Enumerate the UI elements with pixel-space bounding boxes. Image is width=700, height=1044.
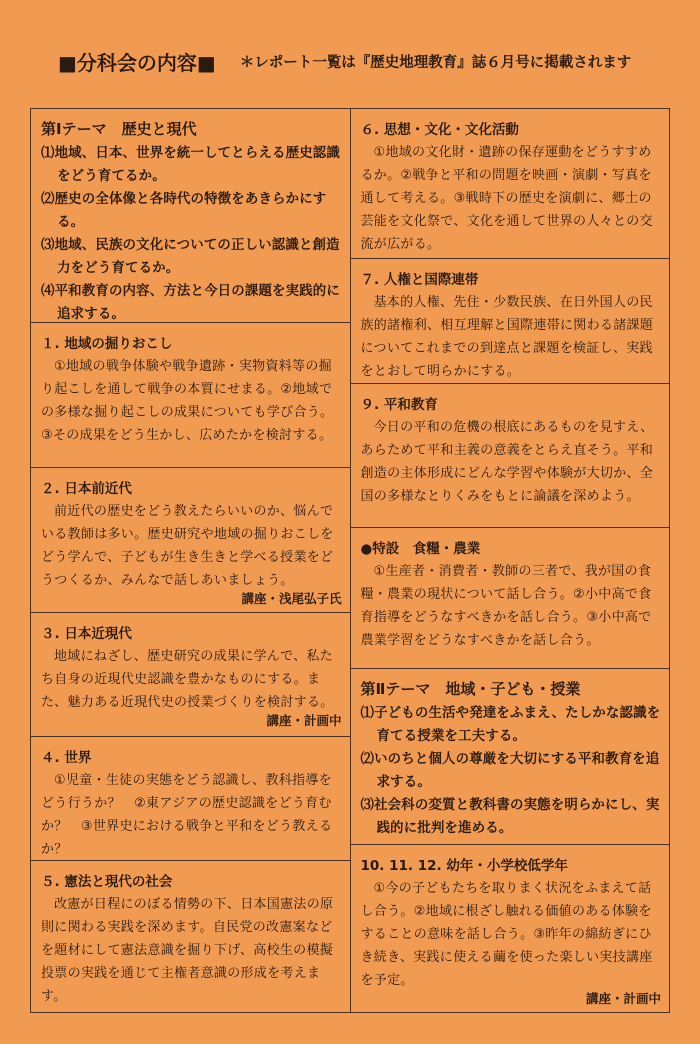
session-6-title: ６. 思想・文化・文化活動	[360, 122, 519, 138]
session-7-box	[351, 259, 670, 384]
session-9-box	[351, 384, 670, 528]
session-5-body: 改憲が日程にのぼる情勢の下、日本国憲法の原則に関わる実践を深めます。自民党の改憲案などを題材にして憲法意識を掘り下げ、高校生の模擬投票の実践を通じて主権者意識の形成を考えます。	[41, 896, 334, 1004]
theme-1-item: ⑷平和教育の内容、方法と今日の課題を実践的に追求する。	[41, 284, 340, 322]
session-3-body: 地域にねざし、歴史研究の成果に学んで、私たち自身の近現代史認識を豊かなものにする。また、魅力ある近現代史の授業づくりを検討する。	[41, 649, 334, 711]
sessions-table	[30, 108, 670, 1013]
theme-2-item: ⑴子どもの生活や発達をふまえ、たしかな認識を育てる授業を工夫する。	[360, 706, 661, 744]
session-4-body: ①児童・生徒の実態をどう認識し、教科指導をどう行うか？ ②東アジアの歴史認識をどう育むか？ ③世界史における戦争と平和をどう教えるか？	[41, 772, 333, 857]
session-3-box	[31, 613, 350, 737]
session-5-title: ５. 憲法と現代の社会	[41, 873, 173, 890]
theme-2-box	[351, 669, 670, 845]
session-1-box	[31, 323, 350, 468]
session-2-box	[31, 468, 350, 614]
session-10-12-title: 10. 11. 12. 幼年・小学校低学年	[360, 858, 568, 874]
session-6-body: ①地域の文化財・遺跡の保存運動をどうすすめるか。②戦争と平和の問題を映画・演劇・写真を通して考える。③戦時下の歴史を演劇に、郷土の芸能を文化祭で、文化を通して世界の人々との交流が広がる。	[360, 145, 653, 252]
session-4-title: ４. 世界	[41, 749, 92, 766]
theme-2-item: ⑵いのちと個人の尊厳を大切にする平和教育を追求する。	[360, 752, 660, 790]
session-3-credit: 講座・計画中	[266, 713, 342, 729]
session-2-body: 前近代の歴史をどう教えたらいいのか、悩んでいる教師は多い。歴史研究や地域の掘りおこしをどう学んで、子どもが生き生きと学べる授業をどうつくるか、みんなで話しあいましょう。	[41, 503, 334, 588]
session-3-title: ３. 日本近現代	[41, 626, 132, 643]
theme-1-item: ⑵歴史の全体像と各時代の特徴をあきらかにする。	[41, 192, 327, 230]
session-9-title: ９. 平和教育	[360, 397, 438, 413]
session-2-credit: 講座・浅尾弘子氏	[241, 590, 342, 606]
session-10-12-box	[351, 845, 670, 1012]
special-session-title: ●特設 食糧・農業	[360, 540, 481, 557]
session-4-box	[31, 737, 350, 861]
session-7-body: 基本的人権、先住・少数民族、在日外国人の民族的諸権利、相互理解と国際連帯に関わる諸課題についてこれまでの到達点と課題を検証し、実践をとおして明らかにする。	[360, 295, 654, 379]
theme-1-box	[31, 109, 350, 323]
session-1-body: ①地域の戦争体験や戦争遺跡・実物資料等の掘り起こしを通して戦争の本質にせまる。②地域での多様な掘り起こしの成果についても学び合う。③その成果をどう生かし、広めたかを検討する。	[41, 359, 334, 443]
theme-1-title: 第Ⅰテーマ 歴史と現代	[41, 120, 197, 138]
session-7-title: ７. 人権と国際連帯	[360, 272, 479, 288]
session-9-body: 今日の平和の危機の根底にあるものを見すえ、あらためて平和主義の意義をとらえ直そう。平和創造の主体形成にどんな学習や体験が大切か、全国の多様なとりくみをもとに論議を深めよう。	[360, 420, 654, 504]
left-column	[31, 109, 351, 1012]
session-2-title: ２. 日本前近代	[41, 480, 132, 497]
theme-1-item: ⑶地域、民族の文化についての正しい認識と創造力をどう育てるか。	[41, 238, 340, 276]
session-10-12-body: ①今の子どもたちを取りまく状況をふまえて話し合う。②地域に根ざし触れる価値のある体験をすることの意味を話し合う。③昨年の綿紡ぎにひき続き、実践に使える繭を使った楽しい実技講座を予定。	[360, 881, 653, 988]
report-note: ＊レポート一覧は『歴史地理教育』誌６月号に掲載されます	[239, 54, 632, 71]
theme-1-item: ⑴地域、日本、世界を統一してとらえる歴史認識をどう育てるか。	[41, 146, 340, 184]
page-title: ■分科会の内容■	[58, 50, 216, 75]
session-10-12-credit: 講座・計画中	[585, 991, 661, 1006]
right-column	[351, 109, 670, 1012]
special-session-box	[351, 528, 670, 669]
theme-2-item: ⑶社会科の変質と教科書の実態を明らかにし、実践的に批判を進める。	[360, 798, 660, 836]
session-1-title: １. 地域の掘りおこし	[41, 336, 173, 352]
page-header	[58, 48, 678, 74]
session-6-box	[351, 109, 670, 259]
session-5-box	[31, 861, 350, 1012]
special-session-body: ①生産者・消費者・教師の三者で、我が国の食糧・農業の現状について話し合う。②小中高で食育指導をどうなすべきかを話し合う。③小中高で農業学習をどうなすべきかを話し合う。	[360, 563, 652, 648]
theme-2-title: 第Ⅱテーマ 地域・子ども・授業	[360, 680, 581, 698]
